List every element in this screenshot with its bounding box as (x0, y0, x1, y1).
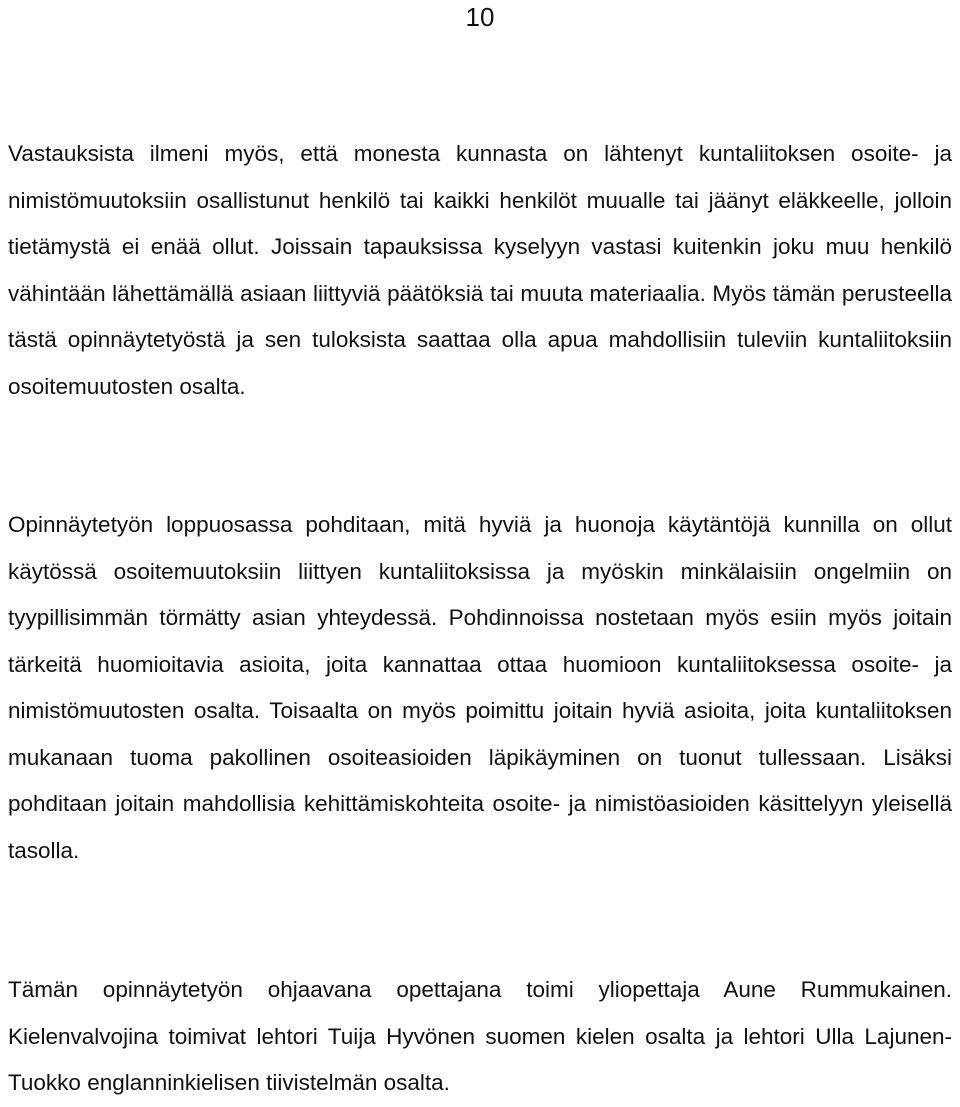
paragraph-survey-responses: Vastauksista ilmeni myös, että monesta kunnasta on lähtenyt kuntaliitoksen osoite- ja nimistömuutoksiin osallistunut henkilö tai kaikki henkilöt muualle tai jäänyt eläkkeelle, jolloin tietämystä ei enää ollut. Joissain tapauksissa kyselyyn vastasi kuitenkin joku muu henkilö vähintään lähettämällä asiaan liittyviä päätöksiä tai muuta materiaalia. Myös tämän perusteella tästä opinnäytetyöstä ja sen tuloksista saattaa olla apua mahdollisiin tuleviin kuntaliitoksiin osoitemuutosten osalta. (8, 141, 952, 399)
page-number: 10 (465, 2, 495, 32)
paragraph-acknowledgements: Tämän opinnäytetyön ohjaavana opettajana toimi yliopettaja Aune Rummukainen. Kielenvalvojina toimivat lehtori Tuija Hyvönen suomen kielen osalta ja lehtori Ulla Lajunen-Tuokko englanninkielisen tiivistelmän osalta. (8, 977, 952, 1095)
paragraph-thesis-conclusion-overview: Opinnäytetyön loppuosassa pohditaan, mitä hyviä ja huonoja käytäntöjä kunnilla on ollut käytössä osoitemuutoksiin liittyen kuntaliitoksissa ja myöskin minkälaisiin ongelmiin on tyypillisimmän törmätty asian yhteydessä. Pohdinnoissa nostetaan myös esiin myös joitain tärkeitä huomioitavia asioita, joita kannattaa ottaa huomioon kuntaliitoksessa osoite- ja nimistömuutosten osalta. Toisaalta on myös poimittu joitain hyviä asioita, joita kuntaliitoksen mukanaan tuoma pakollinen osoiteasioiden läpikäyminen on tuonut tullessaan. Lisäksi pohditaan joitain mahdollisia kehittämiskohteita osoite- ja nimistöasioiden käsittelyyn yleisellä tasolla. (8, 512, 952, 863)
